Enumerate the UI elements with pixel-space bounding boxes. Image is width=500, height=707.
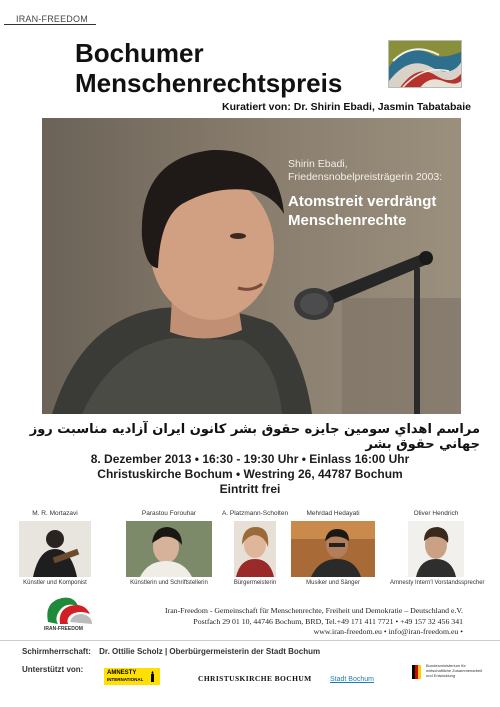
title-line-2: Menschenrechtspreis [75, 68, 343, 98]
speaker-card [390, 510, 485, 586]
headline-line-1: Atomstreit verdrängt [288, 193, 437, 210]
speaker-role: Amnesty Intern'l Vorstandssprecher [390, 580, 485, 586]
eagle-icon [412, 665, 422, 679]
speaker-role: Musiker und Sänger [306, 580, 360, 586]
speaker-name: Parastou Forouhar [141, 510, 197, 517]
page-title [75, 38, 342, 98]
farsi-event-title: مراسم اهداي سومين جايزه حقوق بشر كانون ايران آزاديه مناسبت روز جهاني حقوق بشر [29, 422, 480, 452]
title-line-1: Bochumer [75, 38, 204, 68]
award-logo-artwork [388, 40, 462, 88]
iran-freedom-logo [40, 592, 98, 636]
photo-headline [288, 192, 436, 230]
event-details [0, 452, 500, 497]
speaker-card [14, 510, 96, 586]
headline-line-2: Menschenrechte [288, 212, 407, 229]
photo-caption [288, 158, 442, 184]
stadt-bochum-logo: Stadt Bochum [330, 676, 374, 683]
speaker-portrait [19, 521, 91, 577]
speaker-name: A. Platzmann-Scholten [221, 510, 289, 517]
speaker-portrait [234, 521, 276, 577]
speaker-card [284, 510, 382, 586]
speaker-role: Bürgermeisterin [233, 580, 277, 586]
speaker-role: Künstler und Komponist [23, 580, 87, 586]
speaker-photo [42, 118, 461, 414]
curated-by-line: Kuratiert von: Dr. Shirin Ebadi, Jasmin Tabatabaie [222, 101, 471, 113]
caption-line-2: Friedensnobelpreisträgerin 2003: [288, 171, 443, 183]
speaker-portrait [291, 521, 375, 577]
speaker-role: Künstlerin und Schriftstellerin [130, 580, 208, 586]
candle-icon [148, 671, 157, 682]
org-line-3: www.iran-freedom.eu • info@iran-freedom.eu • [313, 627, 463, 636]
amnesty-line-1: AMNESTY [107, 670, 137, 676]
christuskirche-logo: CHRISTUSKIRCHE BOCHUM [198, 674, 312, 683]
patronage-row [0, 640, 500, 662]
org-logo-text: IRAN-FREEDOM [44, 626, 83, 632]
bmz-logo [412, 661, 486, 689]
patron-name: Dr. Ottilie Scholz | Oberbürgermeisterin der Stadt Bochum [99, 647, 321, 656]
speaker-name: Mehrdad Hedayati [306, 510, 360, 517]
caption-line-1: Shirin Ebadi, [288, 158, 348, 170]
speaker-card [118, 510, 220, 586]
event-date: 8. Dezember 2013 • 16:30 - 19:30 Uhr • Einlass 16:00 Uhr [90, 452, 410, 466]
speaker-portrait [126, 521, 212, 577]
event-venue: Christuskirche Bochum • Westring 26, 44787 Bochum [97, 467, 403, 481]
amnesty-line-2: INTERNATIONAL [107, 676, 144, 682]
supported-by-label: Unterstützt von: [22, 665, 84, 674]
speaker-portrait [408, 521, 464, 577]
org-line-1: Iran-Freedom - Gemeinschaft für Menschenrechte, Freiheit und Demokratie – Deutschland e.V. [165, 606, 463, 615]
speaker-name: Oliver Hendrich [413, 510, 459, 517]
patron-label: Schirmherrschaft: [22, 647, 91, 656]
org-line-2: Postfach 29 01 10, 44746 Bochum, BRD, Tel.+49 171 411 7721 • +49 157 32 456 341 [193, 616, 463, 626]
org-contact [118, 606, 463, 638]
speaker-name: M. R. Mortazavi [32, 510, 78, 517]
bmz-text: Bundesministerium für wirtschaftliche Zusammenarbeit und Entwicklung [426, 663, 483, 678]
org-tag: IRAN-FREEDOM [4, 14, 96, 25]
event-entry: Eintritt frei [219, 482, 281, 496]
amnesty-logo [104, 668, 160, 685]
